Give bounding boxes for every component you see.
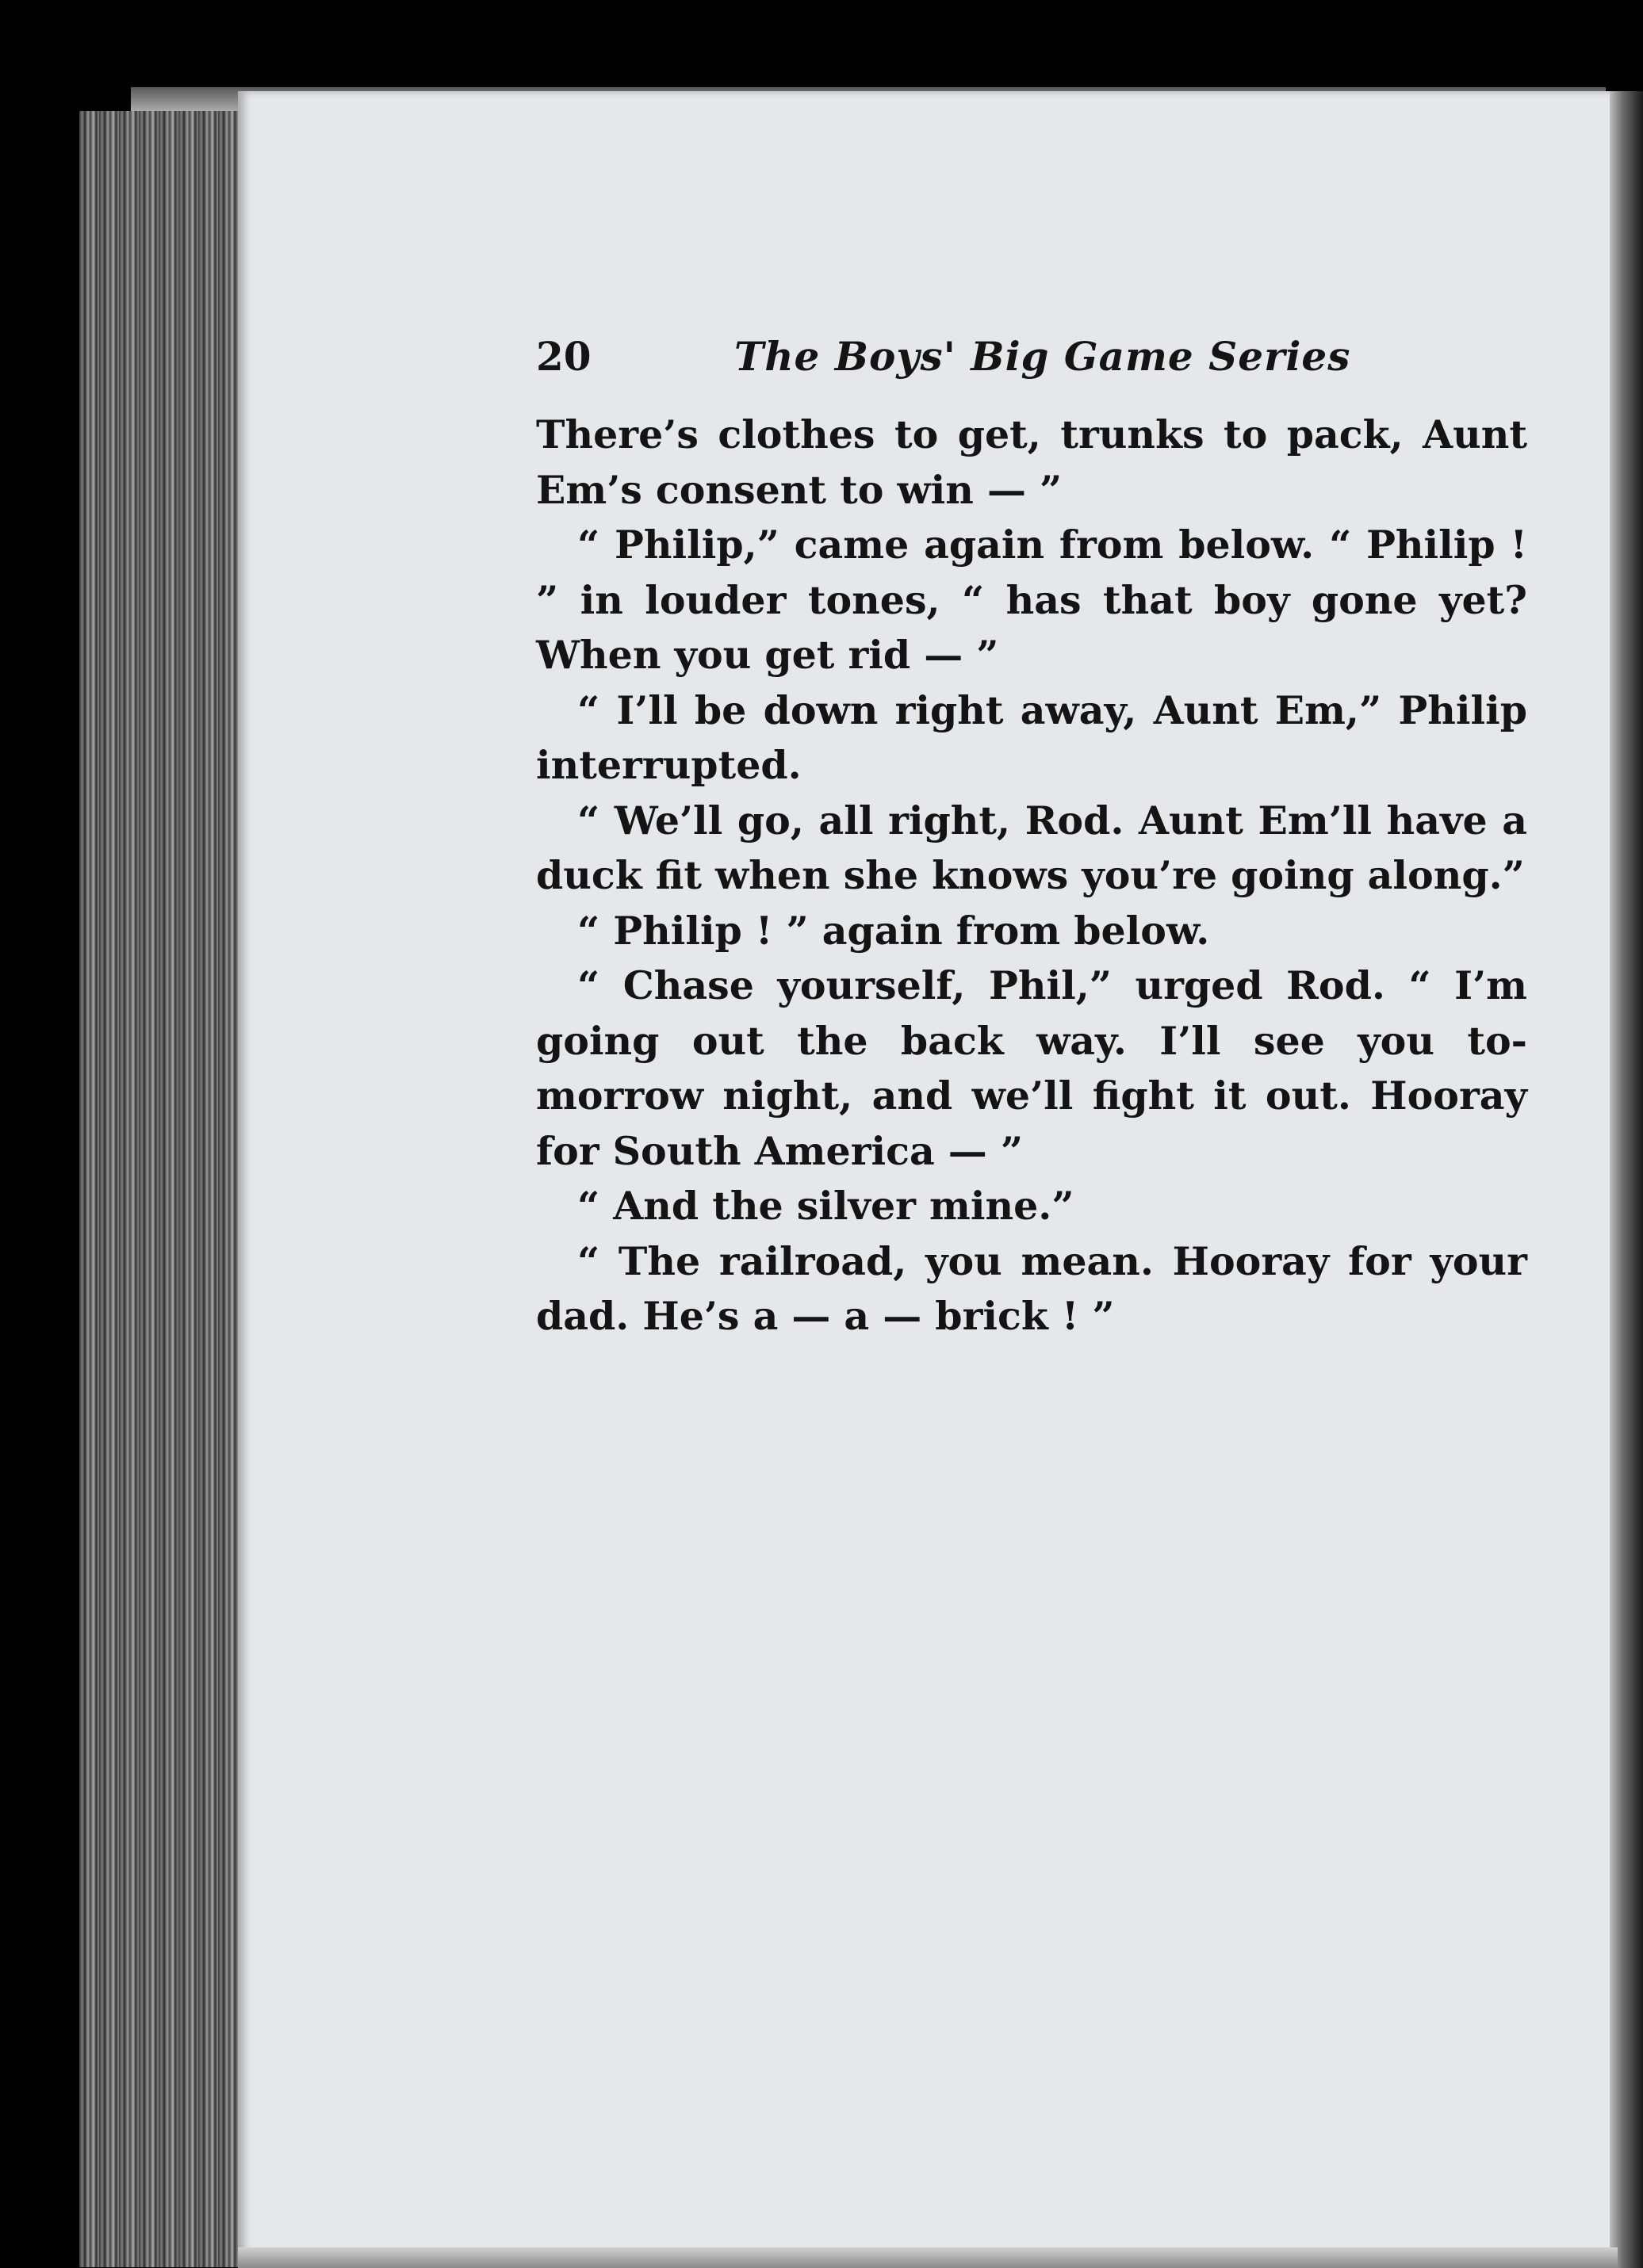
paragraph-4: “ We’ll go, all right, Rod. Aunt Em’ll have a duck fit when she knows you’re going along.” (536, 797, 1527, 898)
page-right-edge (1610, 91, 1643, 2268)
running-title: The Boys' Big Game Series (734, 333, 1351, 380)
page-stack-left-edge (79, 111, 238, 2267)
paragraph-3: “ I’ll be down right away, Aunt Em,” Philip interrupted. (536, 687, 1527, 788)
paragraph-6: “ Chase yourself, Phil,” urged Rod. “ I’m going out the back way. I’ll see you to-morrow night, and we’ll fight it out. Hooray for South America — ” (536, 962, 1527, 1174)
page-number: 20 (536, 333, 592, 380)
paragraph-7: “ And the silver mine.” (577, 1183, 1074, 1229)
paragraph-8: “ The railroad, you mean. Hooray for your dad. He’s a — a — brick ! ” (536, 1237, 1527, 1339)
paragraph-1: There’s clothes to get, trunks to pack, Aunt Em’s consent to win — ” (536, 411, 1527, 513)
paragraph-2: “ Philip,” came again from below. “ Philip ! ” in louder tones, “ has that boy gone yet? When you get rid — ” (536, 522, 1527, 678)
page-bottom-edge (238, 2247, 1618, 2268)
running-head (536, 333, 1527, 398)
paragraph-5: “ Philip ! ” again from below. (577, 907, 1210, 954)
page-text-block (536, 333, 1527, 1344)
